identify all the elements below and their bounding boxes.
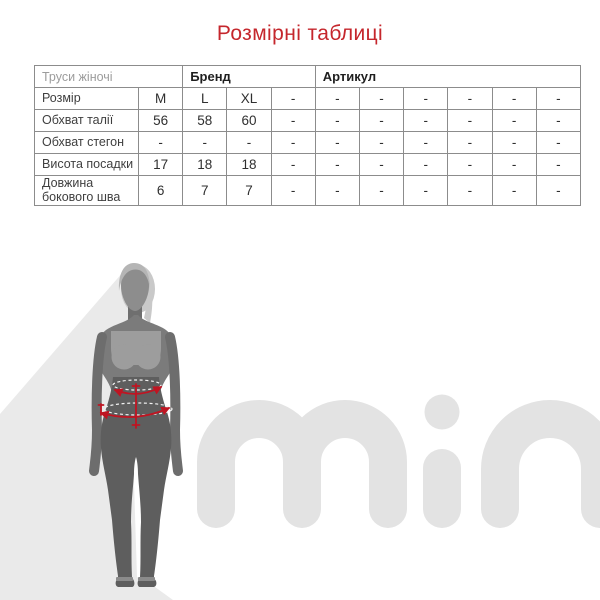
value-cell: - [359,132,403,154]
row-label-cell: Обхват стегон [35,132,139,154]
value-cell: - [227,132,271,154]
value-cell: - [139,132,183,154]
value-cell: - [271,154,315,176]
right-arm [170,337,178,471]
value-cell: - [183,132,227,154]
value-cell: - [359,176,403,206]
watermark-letter-n [500,419,600,509]
value-cell: 56 [139,110,183,132]
value-cell: - [448,110,492,132]
value-cell: - [315,132,359,154]
page-title: Розмірні таблиці [216,22,384,45]
value-cell: - [359,110,403,132]
value-cell: - [404,176,448,206]
value-cell: - [271,110,315,132]
value-cell: - [536,88,580,110]
value-cell: - [404,132,448,154]
watermark-min [188,378,600,550]
value-cell: - [315,154,359,176]
feet-straps [116,577,155,581]
value-cell: 18 [183,154,227,176]
value-cell: 7 [227,176,271,206]
value-cell: 58 [183,110,227,132]
value-cell: - [448,88,492,110]
value-cell: - [315,110,359,132]
value-cell: - [404,88,448,110]
value-cell: - [359,88,403,110]
value-cell: M [139,88,183,110]
watermark-letters [216,419,600,509]
value-cell: - [492,132,536,154]
value-cell: - [271,132,315,154]
row-label-cell: Розмір [35,88,139,110]
value-cell: L [183,88,227,110]
value-cell: 6 [139,176,183,206]
value-cell: 60 [227,110,271,132]
watermark-letter-m [216,419,388,509]
size-table [34,65,581,206]
women-figure-illustration [78,252,190,592]
value-cell: - [271,176,315,206]
table-row [35,176,581,206]
value-cell: - [404,154,448,176]
row-label-cell: Обхват талії [35,110,139,132]
value-cell: - [448,176,492,206]
chest [111,331,161,370]
table-row [35,88,581,110]
value-cell: - [315,176,359,206]
value-cell: - [536,132,580,154]
table-row [35,132,581,154]
value-cell: - [492,176,536,206]
table-header-cell: Труси жіночі [35,66,183,88]
table-row [35,154,581,176]
row-label-cell: Довжина бокового шва [35,176,139,206]
value-cell: - [448,132,492,154]
value-cell: 7 [183,176,227,206]
table-header-cell: Бренд [183,66,316,88]
value-cell: - [492,88,536,110]
value-cell: - [404,110,448,132]
table-row [35,110,581,132]
value-cell: - [315,88,359,110]
row-label-cell: Висота посадки [35,154,139,176]
watermark-letter-i-dot [425,395,460,430]
value-cell: 17 [139,154,183,176]
value-cell: - [271,88,315,110]
value-cell: - [448,154,492,176]
table-header-cell: Артикул [315,66,580,88]
value-cell: - [492,154,536,176]
value-cell: - [536,154,580,176]
table-header-row [35,66,581,88]
value-cell: - [492,110,536,132]
value-cell: - [536,110,580,132]
value-cell: XL [227,88,271,110]
value-cell: 18 [227,154,271,176]
value-cell: - [359,154,403,176]
value-cell: - [536,176,580,206]
